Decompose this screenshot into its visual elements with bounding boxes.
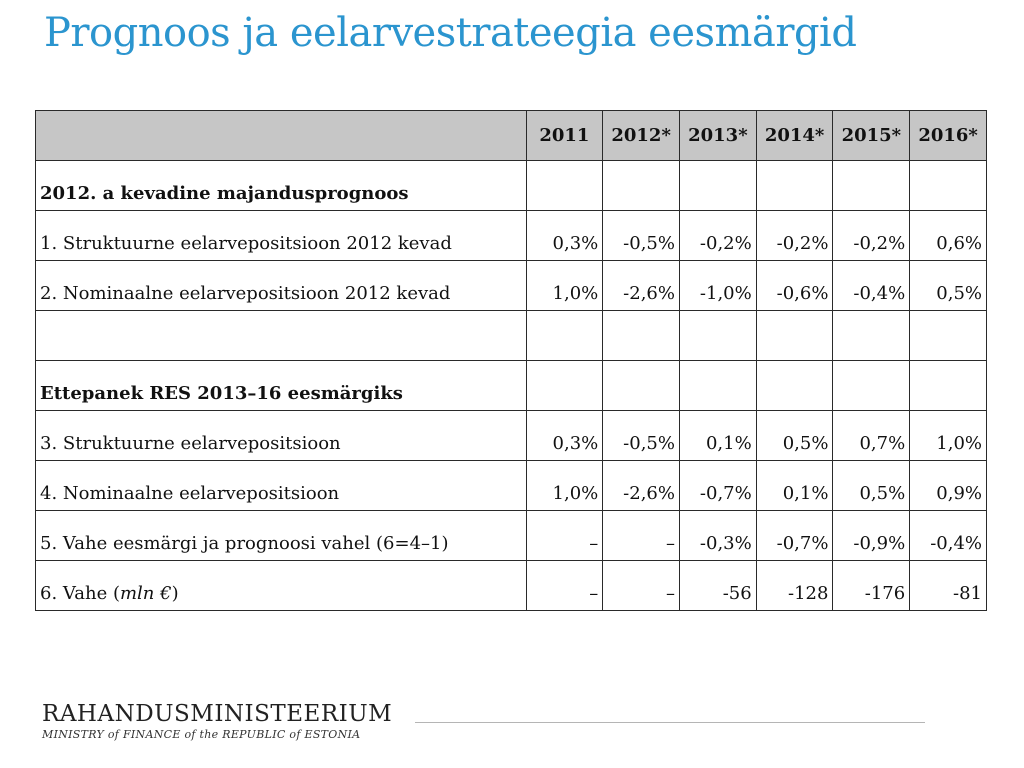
ministry-logo [42, 702, 392, 741]
table-row [36, 461, 987, 511]
value-cell: -0,5% [603, 211, 680, 261]
value-cell: 0,5% [833, 461, 910, 511]
value-cell [526, 361, 603, 411]
value-cell [756, 361, 833, 411]
header-cell-2011: 2011 [526, 111, 603, 161]
value-cell: -0,9% [833, 511, 910, 561]
value-cell: -2,6% [603, 261, 680, 311]
value-cell [603, 161, 680, 211]
row-label [36, 311, 527, 361]
header-cell-2012: 2012* [603, 111, 680, 161]
row-label [36, 211, 527, 261]
value-cell: -0,6% [756, 261, 833, 311]
value-cell: -128 [756, 561, 833, 611]
value-cell: -0,4% [910, 511, 987, 561]
value-cell [910, 361, 987, 411]
table-row [36, 261, 987, 311]
row-label-italic: mln € [119, 583, 172, 604]
value-cell: – [603, 561, 680, 611]
footer-divider [415, 722, 925, 723]
row-label-end: ) [171, 583, 179, 604]
row-label-text: 1. Struktuurne eelarvepositsioon 2012 kevad [40, 233, 452, 254]
row-label-text: 6. Vahe ( [40, 583, 120, 604]
value-cell: -0,5% [603, 411, 680, 461]
value-cell: -56 [679, 561, 756, 611]
value-cell [910, 161, 987, 211]
logo-main-text: RAHANDUSMINISTEERIUM [42, 701, 393, 727]
value-cell [679, 311, 756, 361]
value-cell: 0,1% [756, 461, 833, 511]
value-cell: -1,0% [679, 261, 756, 311]
value-cell: -0,4% [833, 261, 910, 311]
value-cell: 0,3% [526, 211, 603, 261]
row-label-text: 2012. a kevadine majandusprognoos [40, 183, 409, 204]
header-cell-2015: 2015* [833, 111, 910, 161]
value-cell: 0,9% [910, 461, 987, 511]
row-label [36, 261, 527, 311]
row-label-text: 3. Struktuurne eelarvepositsioon [40, 433, 341, 454]
value-cell: 0,1% [679, 411, 756, 461]
value-cell: -0,2% [679, 211, 756, 261]
value-cell [526, 311, 603, 361]
value-cell [603, 311, 680, 361]
table-header-row [36, 111, 987, 161]
value-cell [679, 361, 756, 411]
header-cell-2014: 2014* [756, 111, 833, 161]
table-row [36, 211, 987, 261]
table-row [36, 311, 987, 361]
value-cell: 1,0% [910, 411, 987, 461]
value-cell: 0,3% [526, 411, 603, 461]
row-label-text: 2. Nominaalne eelarvepositsioon 2012 kevad [40, 283, 451, 304]
value-cell: 0,7% [833, 411, 910, 461]
value-cell: 0,5% [756, 411, 833, 461]
table-row [36, 161, 987, 211]
value-cell [756, 161, 833, 211]
value-cell: -176 [833, 561, 910, 611]
forecast-table [35, 110, 987, 611]
value-cell: – [603, 511, 680, 561]
value-cell: -0,3% [679, 511, 756, 561]
header-cell-label [36, 111, 527, 161]
value-cell: – [526, 561, 603, 611]
value-cell: -0,7% [756, 511, 833, 561]
row-label [36, 411, 527, 461]
row-label-text: 4. Nominaalne eelarvepositsioon [40, 483, 340, 504]
value-cell: -2,6% [603, 461, 680, 511]
value-cell [756, 311, 833, 361]
row-label-text: 5. Vahe eesmärgi ja prognoosi vahel (6=4–1) [40, 533, 449, 554]
table-row [36, 561, 987, 611]
row-label [36, 511, 527, 561]
logo-sub-text: MINISTRY of FINANCE of the REPUBLIC of ESTONIA [42, 728, 361, 741]
value-cell [526, 161, 603, 211]
table-row [36, 511, 987, 561]
value-cell: 0,6% [910, 211, 987, 261]
value-cell [679, 161, 756, 211]
slide-title: Prognoos ja eelarvestrateegia eesmärgid [44, 10, 857, 56]
value-cell [603, 361, 680, 411]
value-cell [833, 161, 910, 211]
row-label [36, 461, 527, 511]
table-row [36, 361, 987, 411]
header-cell-2016: 2016* [910, 111, 987, 161]
value-cell: 1,0% [526, 461, 603, 511]
header-cell-2013: 2013* [679, 111, 756, 161]
value-cell: -0,2% [833, 211, 910, 261]
table-row [36, 411, 987, 461]
value-cell: -81 [910, 561, 987, 611]
value-cell: – [526, 511, 603, 561]
value-cell: 1,0% [526, 261, 603, 311]
row-label [36, 161, 527, 211]
value-cell [910, 311, 987, 361]
row-label-text: Ettepanek RES 2013–16 eesmärgiks [40, 383, 403, 404]
value-cell [833, 311, 910, 361]
value-cell: 0,5% [910, 261, 987, 311]
value-cell: -0,2% [756, 211, 833, 261]
value-cell [833, 361, 910, 411]
value-cell: -0,7% [679, 461, 756, 511]
row-label [36, 361, 527, 411]
row-label [36, 561, 527, 611]
